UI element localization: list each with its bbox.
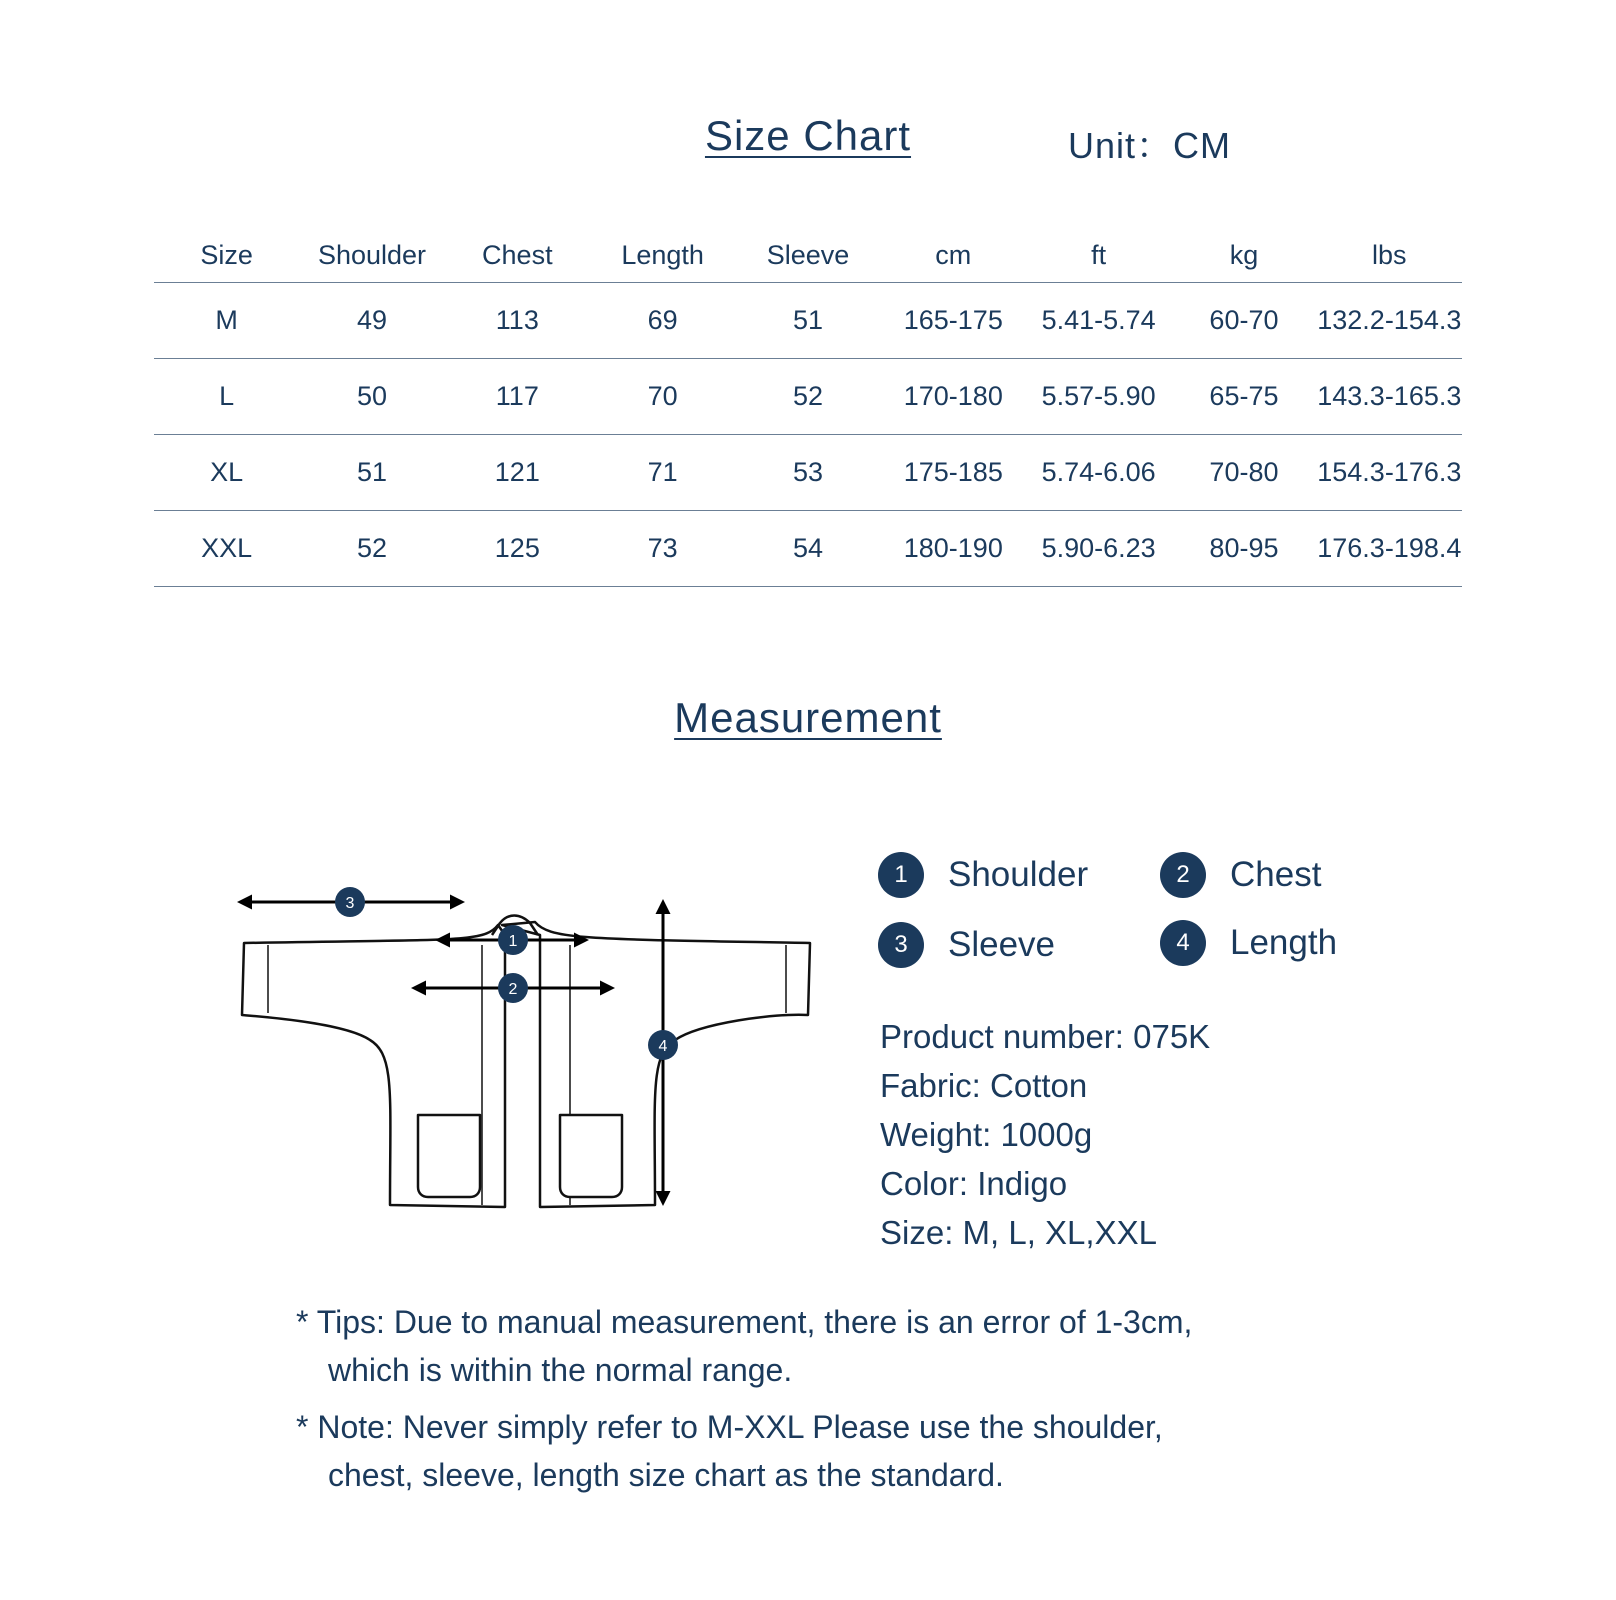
measurement-title: Measurement — [674, 694, 942, 741]
badge-2-text: 2 — [508, 981, 518, 998]
table-cell: 70-80 — [1171, 435, 1316, 511]
number-badge-icon: 3 — [878, 922, 924, 968]
table-cell: 170-180 — [881, 359, 1026, 435]
table-cell: 125 — [445, 511, 590, 587]
table-cell: 113 — [445, 283, 590, 359]
legend-label: Shoulder — [948, 855, 1089, 894]
column-header: Shoulder — [299, 228, 444, 283]
table-cell: 132.2-154.3 — [1317, 283, 1462, 359]
badge-3-text: 3 — [345, 895, 355, 912]
table-cell: 51 — [299, 435, 444, 511]
badge-1-text: 1 — [508, 933, 518, 950]
table-cell: 80-95 — [1171, 511, 1316, 587]
column-header: Sleeve — [735, 228, 880, 283]
table-cell: 60-70 — [1171, 283, 1316, 359]
column-header: Length — [590, 228, 735, 283]
table-cell: 52 — [299, 511, 444, 587]
table-row — [154, 359, 1462, 435]
jacket-outline-icon — [242, 916, 810, 1208]
table-cell: 50 — [299, 359, 444, 435]
table-cell: 117 — [445, 359, 590, 435]
table-cell: 52 — [735, 359, 880, 435]
table-cell: 65-75 — [1171, 359, 1316, 435]
size-table — [154, 228, 1462, 587]
table-cell: 154.3-176.3 — [1317, 435, 1462, 511]
badge-4-text: 4 — [658, 1038, 668, 1055]
table-cell: 69 — [590, 283, 735, 359]
jacket-measurement-diagram — [230, 895, 830, 1255]
table-cell: 70 — [590, 359, 735, 435]
legend-item-sleeve — [878, 922, 1055, 968]
warning-note — [296, 1403, 1396, 1499]
table-cell: 49 — [299, 283, 444, 359]
table-cell: 51 — [735, 283, 880, 359]
column-header: lbs — [1317, 228, 1462, 283]
number-badge-icon: 4 — [1160, 920, 1206, 966]
table-cell: 5.90-6.23 — [1026, 511, 1171, 587]
number-badge-icon: 1 — [878, 852, 924, 898]
table-cell: M — [154, 283, 299, 359]
table-row — [154, 511, 1462, 587]
fabric: Fabric: Cotton — [880, 1067, 1088, 1104]
note-line: which is within the normal range. — [328, 1352, 793, 1388]
legend-label: Length — [1230, 923, 1338, 962]
column-header: cm — [881, 228, 1026, 283]
table-row — [154, 283, 1462, 359]
table-cell: XXL — [154, 511, 299, 587]
table-cell: 121 — [445, 435, 590, 511]
table-cell: 143.3-165.3 — [1317, 359, 1462, 435]
table-cell: 73 — [590, 511, 735, 587]
table-cell: 165-175 — [881, 283, 1026, 359]
color: Color: Indigo — [880, 1165, 1068, 1202]
legend-item-length — [1160, 920, 1337, 966]
product-number: Product number: 075K — [880, 1018, 1211, 1055]
number-badge-icon: 2 — [1160, 852, 1206, 898]
note-line: * Tips: Due to manual measurement, there is an error of 1-3cm, — [296, 1304, 1193, 1340]
size-chart-title: Size Chart — [704, 112, 912, 159]
column-header: kg — [1171, 228, 1316, 283]
table-cell: 71 — [590, 435, 735, 511]
tips-note — [296, 1298, 1396, 1394]
unit-label: Unit：CM — [1068, 125, 1232, 166]
table-row — [154, 435, 1462, 511]
table-cell: 53 — [735, 435, 880, 511]
table-cell: 176.3-198.4 — [1317, 511, 1462, 587]
table-cell: 5.57-5.90 — [1026, 359, 1171, 435]
table-cell: 54 — [735, 511, 880, 587]
table-header-row — [154, 228, 1462, 283]
table-cell: 175-185 — [881, 435, 1026, 511]
table-cell: L — [154, 359, 299, 435]
column-header: Chest — [445, 228, 590, 283]
table-cell: XL — [154, 435, 299, 511]
weight: Weight: 1000g — [880, 1116, 1093, 1153]
table-cell: 5.41-5.74 — [1026, 283, 1171, 359]
legend-label: Chest — [1230, 855, 1322, 894]
size-range: Size: M, L, XL,XXL — [880, 1214, 1157, 1251]
product-spec-list — [880, 1012, 1210, 1257]
notes-section — [296, 1298, 1396, 1508]
table-cell: 180-190 — [881, 511, 1026, 587]
note-line: chest, sleeve, length size chart as the standard. — [328, 1457, 1004, 1493]
table-cell: 5.74-6.06 — [1026, 435, 1171, 511]
column-header: ft — [1026, 228, 1171, 283]
legend-label: Sleeve — [948, 925, 1056, 964]
column-header: Size — [154, 228, 299, 283]
legend-item-shoulder — [878, 852, 1088, 898]
legend-item-chest — [1160, 852, 1321, 898]
note-line: * Note: Never simply refer to M-XXL Please use the shoulder, — [296, 1409, 1163, 1445]
